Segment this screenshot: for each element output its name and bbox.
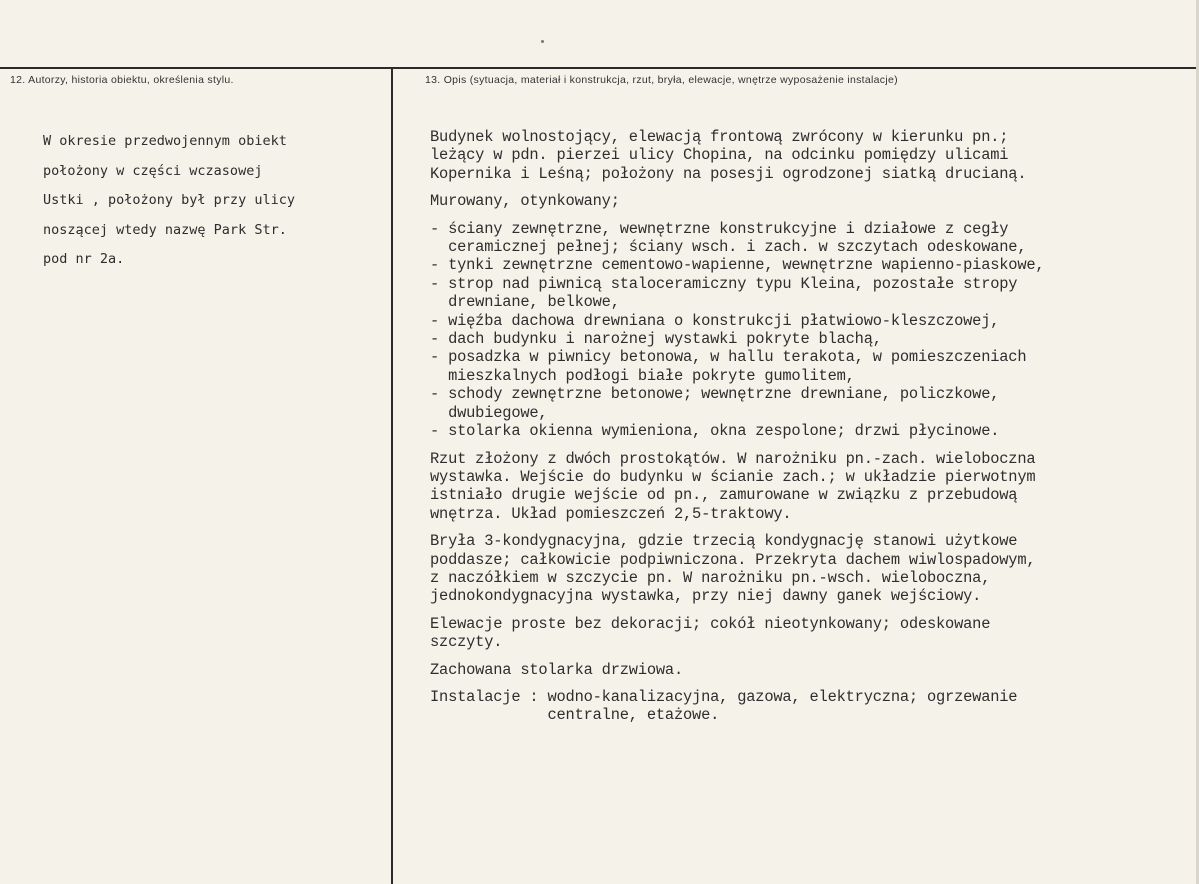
paragraph-gap <box>430 183 1190 192</box>
history-line: noszącej wtedy nazwę Park Str. <box>43 221 287 238</box>
description-line: - tynki zewnętrzne cementowo-wapienne, wewnętrzne wapienno-piaskowe, <box>430 256 1045 275</box>
description-paragraph <box>430 532 1190 606</box>
description-line: leżący w pdn. pierzei ulicy Chopina, na odcinku pomiędzy ulicami <box>430 146 1009 165</box>
description-line: wnętrza. Układ pomieszczeń 2,5-traktowy. <box>430 504 792 523</box>
paper-speck <box>541 40 544 43</box>
description-paragraph <box>430 450 1190 524</box>
paragraph-gap <box>430 652 1190 661</box>
history-text <box>43 127 388 275</box>
paragraph-gap <box>430 523 1190 532</box>
description-line: drewniane, belkowe, <box>430 293 620 312</box>
description-paragraph <box>430 220 1190 441</box>
description-paragraph <box>430 128 1190 183</box>
column-divider <box>391 67 393 884</box>
history-line: W okresie przedwojennym obiekt <box>43 133 287 149</box>
description-line: Bryła 3-kondygnacyjna, gdzie trzecią kondygnację stanowi użytkowe <box>430 532 1018 551</box>
description-line: Kopernika i Leśną; położony na posesji ogrodzonej siatką drucianą. <box>430 164 1027 183</box>
description-line: ceramicznej pełnej; ściany wsch. i zach. w szczytach odeskowane, <box>430 238 1027 257</box>
description-line: - posadzka w piwnicy betonowa, w hallu terakota, w pomieszczeniach <box>430 348 1027 367</box>
description-line: Instalacje : wodno-kanalizacyjna, gazowa, elektryczna; ogrzewanie <box>430 687 1018 706</box>
description-text <box>430 128 1190 725</box>
paragraph-gap <box>430 679 1190 688</box>
header-divider <box>0 67 1199 69</box>
description-line: Budynek wolnostojący, elewacją frontową zwrócony w kierunku pn.; <box>430 128 1009 146</box>
section-12-label: 12. Autorzy, historia obiektu, określenia stylu. <box>10 74 234 86</box>
description-line: poddasze; całkowicie podpiwniczona. Przekryta dachem wiwlospadowym, <box>430 550 1036 569</box>
description-line: Murowany, otynkowany; <box>430 192 620 211</box>
description-line: dwubiegowe, <box>430 403 548 422</box>
description-line: - schody zewnętrzne betonowe; wewnętrzne drewniane, policzkowe, <box>430 385 1000 404</box>
description-line: istniało drugie wejście od pn., zamurowane w związku z przebudową <box>430 486 1018 505</box>
section-13-label: 13. Opis (sytuacja, materiał i konstrukcja, rzut, bryła, elewacje, wnętrze wyposażenie instalacje) <box>425 74 898 86</box>
description-line: - strop nad piwnicą staloceramiczny typu Kleina, pozostałe stropy <box>430 274 1018 293</box>
description-line: z naczółkiem w szczycie pn. W narożniku pn.-wsch. wieloboczna, <box>430 568 991 587</box>
description-paragraph <box>430 688 1190 725</box>
description-line: - stolarka okienna wymieniona, okna zespolone; drzwi płycinowe. <box>430 422 1000 441</box>
history-line: położony w części wczasowej <box>43 162 263 179</box>
description-line: jednokondygnacyjna wystawka, przy niej dawny ganek wejściowy. <box>430 587 982 606</box>
history-line: Ustki , położony był przy ulicy <box>43 192 295 208</box>
description-line: - więźba dachowa drewniana o konstrukcji płatwiowo-kleszczowej, <box>430 311 1000 330</box>
description-line: Zachowana stolarka drzwiowa. <box>430 660 684 679</box>
description-line: mieszkalnych podłogi białe pokryte gumolitem, <box>430 366 855 385</box>
history-line: pod nr 2a. <box>43 251 125 267</box>
description-line: szczyty. <box>430 633 503 652</box>
description-line: Rzut złożony z dwóch prostokątów. W narożniku pn.-zach. wieloboczna <box>430 449 1036 468</box>
description-line: centralne, etażowe. <box>430 706 720 725</box>
paragraph-gap <box>430 606 1190 615</box>
paragraph-gap <box>430 441 1190 450</box>
description-paragraph <box>430 192 1190 210</box>
description-paragraph <box>430 615 1190 652</box>
description-line: Elewacje proste bez dekoracji; cokół nieotynkowany; odeskowane <box>430 614 991 633</box>
description-line: wystawka. Wejście do budynku w ścianie zach.; w układzie pierwotnym <box>430 467 1036 486</box>
description-paragraph <box>430 661 1190 679</box>
description-line: - ściany zewnętrzne, wewnętrzne konstrukcyjne i działowe z cegły <box>430 219 1009 238</box>
description-line: - dach budynku i narożnej wystawki pokryte blachą, <box>430 330 882 349</box>
paragraph-gap <box>430 211 1190 220</box>
